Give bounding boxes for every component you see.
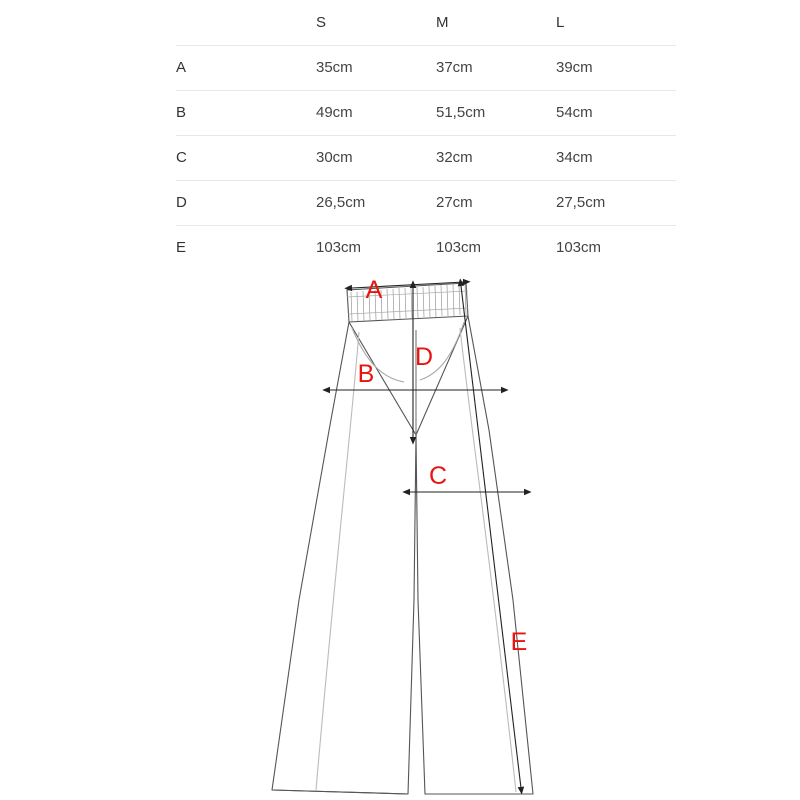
- cell-d-s: 26,5cm: [316, 194, 366, 211]
- cell-b-s: 49cm: [316, 104, 353, 121]
- cell-e-m: 103cm: [436, 239, 482, 257]
- cell-e-l: 103cm: [556, 239, 602, 257]
- cell-b-l: 54cm: [556, 104, 593, 121]
- cell-b-m: 51,5cm: [436, 104, 486, 121]
- column-header-l: L: [556, 13, 565, 31]
- column-header-m: M: [436, 13, 449, 31]
- left-leg: [272, 322, 416, 794]
- table-row: [176, 90, 676, 135]
- cell-c-l: 34cm: [556, 149, 593, 166]
- cell-a-m: 37cm: [436, 59, 473, 76]
- cell-a-s: 35cm: [316, 59, 353, 76]
- label-d: D: [414, 343, 434, 371]
- cell-d-l: 27,5cm: [556, 194, 606, 211]
- cell-a-l: 39cm: [556, 59, 593, 76]
- right-leg: [416, 316, 533, 794]
- size-table-body: [176, 45, 676, 270]
- cell-c-m: 32cm: [436, 149, 473, 166]
- label-c: C: [428, 462, 448, 490]
- row-key-b: B: [176, 104, 187, 121]
- garment-outline: [272, 283, 533, 794]
- table-corner-header: [176, 0, 316, 45]
- left-hem: [272, 790, 408, 794]
- table-row: [176, 180, 676, 225]
- table-row: [176, 45, 676, 90]
- left-drape-crease: [316, 332, 359, 790]
- arrow-e: [461, 286, 521, 788]
- size-table-head: [176, 0, 676, 45]
- cell-d-m: 27cm: [436, 194, 473, 211]
- table-header-row: [176, 0, 676, 45]
- label-e: E: [510, 628, 528, 656]
- cell-e-s: 103cm: [316, 239, 362, 257]
- table-row: [176, 135, 676, 180]
- row-key-c: C: [176, 149, 187, 166]
- trousers-diagram: [0, 270, 800, 800]
- table-row: [176, 225, 676, 270]
- label-a: A: [365, 276, 383, 304]
- row-key-a: A: [176, 59, 187, 76]
- label-b: B: [357, 360, 375, 388]
- row-key-e: E: [176, 239, 187, 257]
- row-key-d: D: [176, 194, 187, 211]
- size-table: [176, 0, 676, 270]
- column-header-s: S: [316, 13, 327, 31]
- cell-c-s: 30cm: [316, 149, 353, 166]
